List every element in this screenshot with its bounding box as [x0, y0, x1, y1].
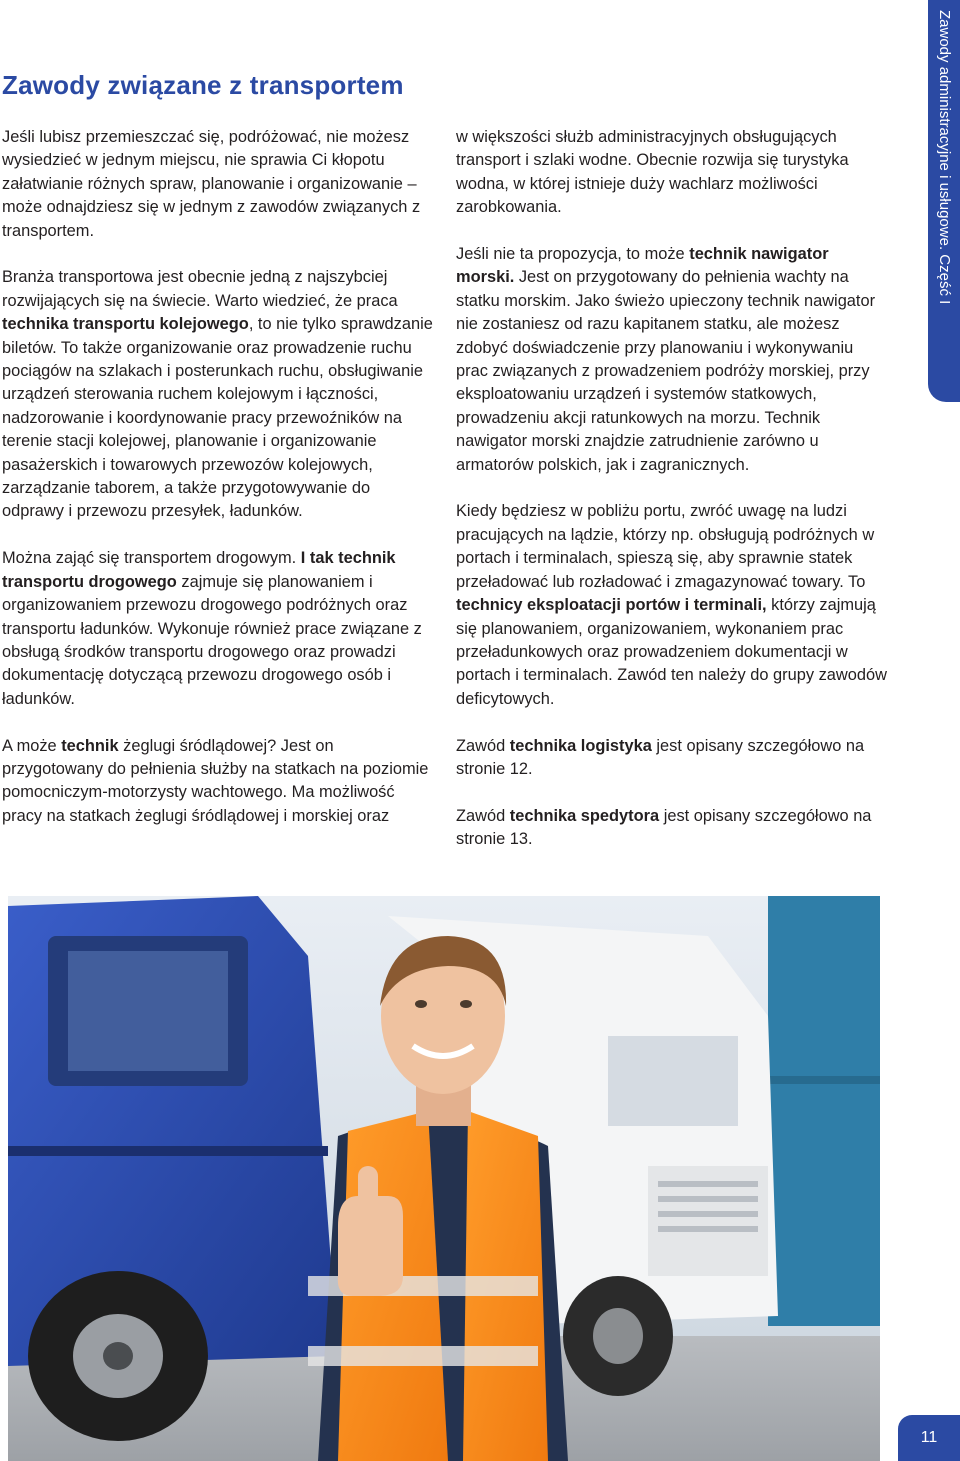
bold-term: technika spedytora: [509, 806, 660, 825]
text: , to nie tylko sprawdzanie biletów. To także organizowanie oraz prowadzenie ruchu pociągów na szlakach i posterunkach ruchu, obsługiwanie urządzeń sterowania ruchem kolejowym i łączności, nadzorowanie i koordynowanie pracy przewoźników na terenie stacji kolejowej, planowanie i organizowanie pasażerskich i towarowych przewozów kolejowych, zarządzanie taborem, a także przygotowywanie do odprawy i przewozu przesyłek, ładunków.: [2, 315, 433, 521]
worker-hand: [338, 1196, 403, 1296]
text: A może: [2, 736, 62, 755]
text: Zawód: [456, 736, 510, 755]
page-number: 11: [898, 1415, 960, 1461]
bold-term: technik: [61, 736, 119, 755]
side-tab: [928, 0, 960, 402]
right-paragraph-1: w większości służb administracyjnych obsługujących transport i szlaki wodne. Obecnie rozwija się turystyka wodna, w której istnieje duży wachlarz możliwości zarobkowania.: [456, 128, 849, 217]
text: Branża transportowa jest obecnie jedną z najszybciej rozwijających się na świecie. Warto wiedzieć, że praca: [2, 268, 398, 310]
text: którzy zajmują się planowaniem, organizowaniem, wykonaniem prac przeładunkowych oraz prowadzeniem dokumentacji w portach i terminalach. Zawód ten należy do grupy zawodów deficytowych.: [456, 596, 887, 708]
left-paragraph-3: [2, 547, 434, 711]
warehouse-wall: [768, 896, 880, 1326]
left-paragraph-1: Jeśli lubisz przemieszczać się, podróżować, nie możesz wysiedzieć w jednym miejscu, nie sprawia Ci kłopotu załatwianie różnych spraw, planowanie i organizowanie – może odnajdziesz się w jednym z zawodów związanych z transportem.: [2, 128, 421, 240]
left-paragraph-4: [2, 735, 434, 829]
text: Zawód: [456, 806, 510, 825]
right-paragraph-4: [456, 735, 888, 782]
right-paragraph-2: [456, 243, 888, 477]
right-column: [456, 126, 888, 875]
text: Kiedy będziesz w pobliżu portu, zwróć uwagę na ludzi pracujących na lądzie, którzy np. obsługują podróżnych w portach i terminalach, spieszą się, aby sprawnie statek przeładować lub rozładować i zmagazynować towary. To: [456, 502, 875, 591]
text: zajmuje się planowaniem i organizowaniem przewozu drogowego podróżnych oraz transportu ładunków. Wykonuje również prace związane z obsługą środków transportu drogowego oraz prowadzi dokumentację dotyczącą przewozu drogowego osób i ładunków.: [2, 572, 422, 708]
text: jest opisany szczegółowo na stronie 13.: [456, 806, 872, 849]
bold-term: technika logistyka: [509, 736, 652, 755]
worker-thumb: [358, 1166, 378, 1206]
left-paragraph-2: [2, 266, 434, 523]
photo-worker-with-trucks: [8, 896, 880, 1461]
text: jest opisany szczegółowo na stronie 12.: [456, 736, 865, 778]
right-paragraph-5: [456, 805, 888, 852]
bold-term: technicy eksploatacji portów i terminali,: [456, 596, 767, 615]
text: Jeśli nie ta propozycja, to może: [456, 245, 690, 264]
bold-term: I tak technik transportu drogowego: [2, 549, 396, 591]
text: Jest on przygotowany do pełnienia wachty na statku morskim. Jako świeżo upieczony technik nawigator nie zostaniesz od razu kapitanem statku, ale możesz zdobyć doświadczenie przy planowaniu i wykonywaniu prac związanych z prowadzeniem podróży morskiej, przy eksploatowaniu urządzeń i systemów statkowych, prowadzeniu akcji ratunkowych na morzu. Technik nawigator morski znajdzie zatrudnienie zarówno u armatorów polskich, jak i zagranicznych.: [456, 268, 876, 474]
right-paragraph-3: [456, 500, 888, 711]
page-title: Zawody związane z transportem: [2, 70, 404, 100]
text: Można zająć się transportem drogowym.: [2, 549, 301, 568]
text: żeglugi śródlądowej? Jest on przygotowany do pełnienia służby na statkach na poziomie pomocniczym-motorzysty wachtowego. Ma możliwość pracy na statkach żeglugi śródlądowej i morskiej oraz: [2, 736, 429, 825]
bold-term: technika transportu kolejowego: [2, 315, 249, 334]
white-truck-windshield: [608, 1036, 738, 1126]
photo-illustration: [8, 896, 880, 1461]
bold-term: technik nawigator morski.: [456, 245, 829, 287]
left-column: [2, 126, 434, 852]
side-tab-label: Zawody administracyjne i usługowe. Część I: [936, 10, 953, 305]
